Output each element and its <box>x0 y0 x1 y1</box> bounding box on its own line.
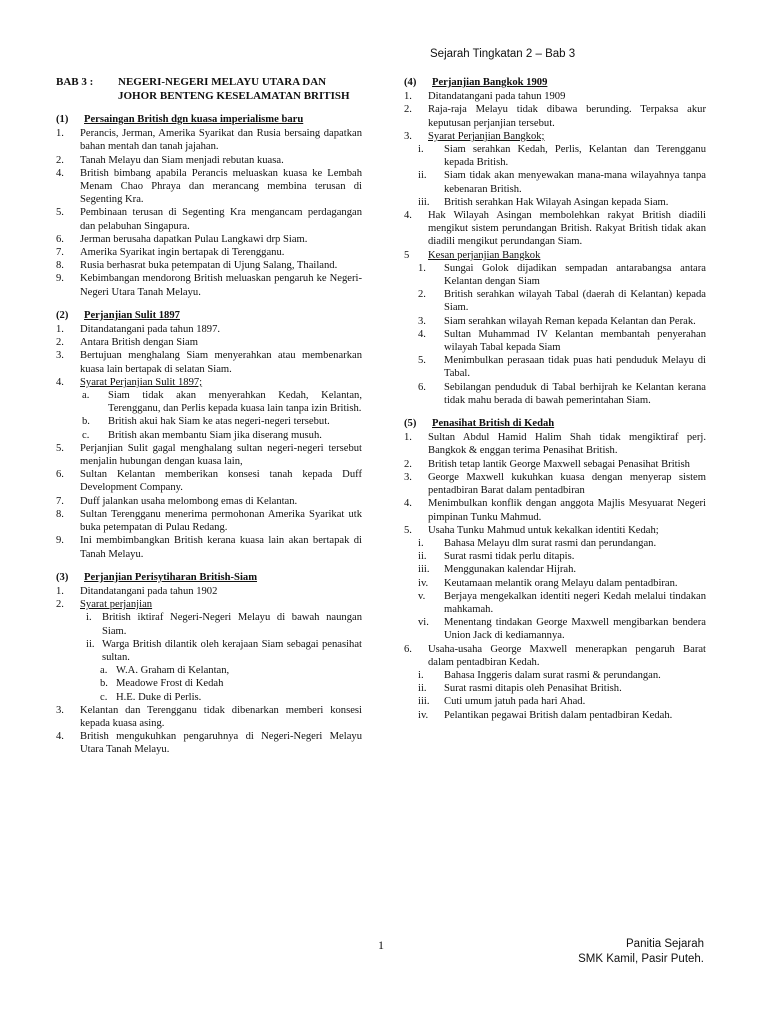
section-3 <box>56 571 362 757</box>
sub-item-text: Bahasa Inggeris dalam surat rasmi & perundangan. <box>444 669 661 681</box>
list-item-text: British tetap lantik George Maxwell sebagai Penasihat British <box>428 458 690 470</box>
sub-item <box>404 381 706 407</box>
list-item-number: 6. <box>404 643 412 655</box>
list-item <box>404 130 706 143</box>
list-item-underlined-text: Kesan perjanjian Bangkok <box>428 249 541 261</box>
section-heading <box>404 76 706 89</box>
sub-item <box>404 563 706 576</box>
sub-item-number: i. <box>418 537 424 549</box>
footer-panel <box>578 937 704 967</box>
list-item-number: 3. <box>404 130 412 142</box>
list-item-text: Kelantan dan Terengganu tidak dibenarkan memberi konsesi kepada kuasa asing. <box>80 704 362 729</box>
list-item <box>404 103 706 129</box>
sub-item-text: Sultan Muhammad IV Kelantan membantah penyerahan wilayah Tabal kepada Siam <box>444 328 706 354</box>
list-item-text: Sultan Kelantan memberikan konsesi tanah kepada Duff Development Company. <box>80 469 362 494</box>
list-item-number: 1. <box>404 432 412 444</box>
sub-item <box>404 695 706 708</box>
sub-item-number: iii. <box>418 196 430 208</box>
sub-item <box>56 389 362 415</box>
section-1 <box>56 113 362 299</box>
sub-item <box>56 664 362 677</box>
sub-item-text: British iktiraf Negeri-Negeri Melayu di bawah naungan Siam. <box>102 612 362 637</box>
list-item <box>56 272 362 298</box>
section-2 <box>56 309 362 561</box>
list-item-text: Perjanjian Sulit gagal menghalang sultan negeri-negeri tersebut menjalin hubungan dengan kuasa lain, <box>80 442 362 468</box>
sub-item <box>404 288 706 314</box>
sub-item <box>404 669 706 682</box>
sub-item-number: 5. <box>418 355 426 367</box>
list-item-number: 8. <box>56 508 64 520</box>
list-item-text <box>428 249 706 262</box>
chapter-title <box>56 76 362 103</box>
sub-item-text: Menimbulkan perasaan tidak puas hati penduduk Melayu di Tabal. <box>444 355 706 380</box>
sub-item-text: Warga British dilantik oleh kerajaan Siam sebagai penasihat sultan. <box>102 638 362 663</box>
list-item-text: Ditandatangani pada tahun 1897. <box>80 324 221 336</box>
list-item-text: Perancis, Jerman, Amerika Syarikat dan Rusia bersaing dapatkan bahan mentah dan tanah jajahan. <box>80 128 362 153</box>
sub-item <box>404 143 706 169</box>
section-number: (3) <box>56 571 69 583</box>
sub-item-number: ii. <box>418 551 427 563</box>
list-item-text: Antara British dengan Siam <box>80 337 198 349</box>
chapter-label: BAB 3 : <box>56 76 94 88</box>
list-item-underlined-text: Syarat perjanjian <box>80 599 153 611</box>
list-item <box>56 598 362 611</box>
sub-item <box>56 638 362 664</box>
list-item-number: 5. <box>56 207 64 219</box>
running-header: Sejarah Tingkatan 2 – Bab 3 <box>430 48 576 60</box>
list-item <box>56 246 362 259</box>
list-item-text: Hak Wilayah Asingan membolehkan rakyat British diadili mengikut sistem perundangan British. Rakyat British tidak akan diadili mengikut perundangan Siam. <box>428 210 706 248</box>
sub-item-number: ii. <box>418 683 427 695</box>
list-item-underlined-text: Syarat Perjanjian Sulit 1897; <box>80 376 203 388</box>
footer-line-1: Panitia Sejarah <box>626 938 704 950</box>
list-item-text: Usaha Tunku Mahmud untuk kekalkan identiti Kedah; <box>428 524 659 536</box>
list-item-number: 7. <box>56 495 64 507</box>
list-item <box>404 471 706 497</box>
list-item-number: 8. <box>56 260 64 272</box>
list-item <box>56 376 362 389</box>
sub-item-number: a. <box>82 390 90 402</box>
list-item-text: George Maxwell kukuhkan kuasa dengan menyerap sistem pentadbiran Barat dalam pentadbiran <box>428 471 706 497</box>
sub-item-text: Menggunakan kalendar Hijrah. <box>444 564 577 576</box>
sub-item-text: British serahkan wilayah Tabal (daerah di Kelantan) kepada Siam. <box>444 289 706 314</box>
sub-item-text: Menentang tindakan George Maxwell mengibarkan bendera Union Jack di kediamannya. <box>444 617 706 642</box>
list-item-number: 4. <box>56 731 64 743</box>
section-1 <box>404 76 706 407</box>
sub-item-text: British akui hak Siam ke atas negeri-negeri tersebut. <box>108 416 330 428</box>
right-column <box>404 76 706 732</box>
sub-item-number: i. <box>86 612 92 624</box>
right-sections <box>404 76 706 722</box>
list-item-text: Ini membimbangkan British kerana kuasa lain akan bertapak di Tanah Melayu. <box>80 535 362 560</box>
list-item-number: 3. <box>404 471 412 483</box>
sub-item-text: Berjaya mengekalkan identiti negeri Kedah melalui tindakan mahkamah. <box>444 590 706 615</box>
list-item-number: 7. <box>56 247 64 259</box>
sub-item-text: Surat rasmi tidak perlu ditapis. <box>444 551 575 563</box>
sub-item-text: W.A. Graham di Kelantan, <box>116 665 230 677</box>
list-item-number: 5. <box>56 442 64 454</box>
sub-item <box>56 611 362 637</box>
list-item-number: 3. <box>56 350 64 362</box>
section-number: (5) <box>404 418 417 430</box>
sub-item-number: 1. <box>418 262 426 274</box>
list-item-number: 1. <box>404 91 412 103</box>
list-item <box>56 442 362 468</box>
list-item-number: 2. <box>56 599 64 611</box>
list-item <box>56 730 362 756</box>
list-item-text: Ditandatangani pada tahun 1902 <box>80 585 218 597</box>
sub-item-number: iii. <box>418 696 430 708</box>
section-heading <box>56 309 362 322</box>
list-item <box>404 524 706 537</box>
list-item <box>56 349 362 375</box>
chapter-heading: NEGERI-NEGERI MELAYU UTARA DAN JOHOR BENTENG KESELAMATAN BRITISH <box>118 76 350 102</box>
sub-item-number: iv. <box>418 577 429 589</box>
sub-item-text: Pelantikan pegawai British dalam pentadbiran Kedah. <box>444 709 673 721</box>
list-item-underlined-text: Syarat Perjanjian Bangkok; <box>428 130 545 142</box>
footer-line-2: SMK Kamil, Pasir Puteh. <box>578 953 704 965</box>
list-item-text: Raja-raja Melayu tidak dibawa berunding. Terpaksa akur keputusan perjanjian tersebut. <box>428 104 706 129</box>
list-item <box>56 259 362 272</box>
section-heading <box>56 571 362 584</box>
list-item-number: 4. <box>56 376 64 388</box>
page-number: 1 <box>378 938 384 952</box>
sub-item-number: 2. <box>418 289 426 301</box>
list-item-text: Usaha-usaha George Maxwell menerapkan pengaruh Barat dalam pentadbiran Kedah. <box>428 643 706 668</box>
list-item-text: Rusia berhasrat buka petempatan di Ujung Salang, Thailand. <box>80 260 338 272</box>
list-item-number: 5. <box>404 524 412 536</box>
sub-item-number: i. <box>418 144 424 156</box>
list-item-number: 3. <box>56 704 64 716</box>
list-item-number: 2. <box>404 458 412 470</box>
sub-item <box>404 328 706 354</box>
section-2 <box>404 417 706 722</box>
left-sections <box>56 113 362 757</box>
list-item <box>56 323 362 336</box>
sub-item-number: iv. <box>418 709 429 721</box>
sub-item-number: iii. <box>418 564 430 576</box>
list-item <box>404 458 706 471</box>
section-heading <box>404 417 706 430</box>
sub-item <box>404 590 706 616</box>
sub-item-number: ii. <box>418 170 427 182</box>
sub-item-text: Meadowe Frost di Kedah <box>116 678 224 690</box>
list-item-text: Pembinaan terusan di Segenting Kra mengancam perdagangan dan pelabuhan Singapura. <box>80 207 362 232</box>
sub-item-text: Siam tidak akan menyerahkan Kedah, Kelantan, Terengganu, dan Perlis kepada kuasa lain tanpa izin British. <box>108 390 362 415</box>
list-item-number: 4. <box>404 210 412 222</box>
list-item <box>56 206 362 232</box>
list-item <box>404 209 706 249</box>
sub-item-number: 6. <box>418 381 426 393</box>
sub-item-text: Bahasa Melayu dlm surat rasmi dan perundangan. <box>444 537 657 549</box>
list-item-text: Ditandatangani pada tahun 1909 <box>428 91 566 103</box>
sub-item-text: Siam serahkan Kedah, Perlis, Kelantan dan Terengganu kepada British. <box>444 144 706 169</box>
sub-item-number: v. <box>418 590 426 602</box>
list-item <box>56 167 362 207</box>
sub-item <box>404 196 706 209</box>
list-item-number: 1. <box>56 128 64 140</box>
sub-item-number: 4. <box>418 328 426 340</box>
list-item-text: Amerika Syarikat ingin bertapak di Terengganu. <box>80 247 285 259</box>
list-item-text: Menimbulkan konflik dengan anggota Majlis Mesyuarat Negeri pimpinan Tunku Mahmud. <box>428 498 706 523</box>
list-item-number: 2. <box>56 337 64 349</box>
sub-item <box>404 262 706 288</box>
sub-item-number: i. <box>418 669 424 681</box>
sub-item-number: c. <box>100 691 108 703</box>
sub-item-text: Siam serahkan wilayah Reman kepada Kelantan dan Perak. <box>444 315 696 327</box>
sub-item-text: Surat rasmi ditapis oleh Penasihat British. <box>444 683 622 695</box>
list-item-text <box>80 376 362 389</box>
section-title: Perjanjian Bangkok 1909 <box>432 77 548 88</box>
sub-item-number: b. <box>82 416 90 428</box>
list-item-text: Duff jalankan usaha melombong emas di Kelantan. <box>80 495 298 507</box>
sub-item <box>404 537 706 550</box>
list-item-number: 2. <box>56 154 64 166</box>
sub-item <box>404 577 706 590</box>
list-item-number: 4. <box>56 167 64 179</box>
list-item-number: 6. <box>56 233 64 245</box>
list-item-text: Bertujuan menghalang Siam menyerahkan atau membenarkan kuasa lain bertapak di selatan Siam. <box>80 350 362 375</box>
sub-item <box>404 354 706 380</box>
sub-item <box>56 677 362 690</box>
list-item <box>56 534 362 560</box>
list-item-text: Sultan Terengganu menerima permohonan Amerika Syarikat utk buka petempatan di Pulau Redang. <box>80 508 362 534</box>
list-item-text: Sultan Abdul Hamid Halim Shah tidak mengiktiraf perj. Bangkok & enggan terima Penasihat British. <box>428 432 706 457</box>
sub-item <box>56 691 362 704</box>
sub-item <box>404 682 706 695</box>
list-item <box>56 233 362 246</box>
sub-item-number: a. <box>100 665 108 677</box>
sub-item-text: Cuti umum jatuh pada hari Ahad. <box>444 696 586 708</box>
sub-item <box>56 429 362 442</box>
list-item <box>56 127 362 153</box>
sub-item <box>404 709 706 722</box>
list-item-text <box>428 130 706 143</box>
left-column <box>56 76 362 767</box>
list-item-number: 4. <box>404 498 412 510</box>
list-item-number: 2. <box>404 104 412 116</box>
list-item <box>404 90 706 103</box>
list-item-number: 1. <box>56 324 64 336</box>
list-item-text: British mengukuhkan pengaruhnya di Negeri-Negeri Melayu Utara Tanah Melayu. <box>80 731 362 756</box>
sub-item <box>404 616 706 642</box>
list-item-number: 9. <box>56 273 64 285</box>
list-item <box>56 508 362 534</box>
list-item-text: Kebimbangan mendorong British meluaskan pengaruh ke Negeri-Negeri Utara Tanah Melayu. <box>80 273 362 298</box>
sub-item-text: British serahkan Hak Wilayah Asingan kepada Siam. <box>444 196 669 208</box>
list-item-text <box>80 598 362 611</box>
section-number: (2) <box>56 309 69 321</box>
sub-item-text: Keutamaan melantik orang Melayu dalam pentadbiran. <box>444 577 678 589</box>
sub-item-text: H.E. Duke di Perlis. <box>116 691 202 703</box>
sub-item <box>404 550 706 563</box>
section-number: (4) <box>404 77 417 88</box>
sub-item <box>404 169 706 195</box>
list-item-text: Jerman berusaha dapatkan Pulau Langkawi drp Siam. <box>80 233 308 245</box>
sub-item-text: British akan membantu Siam jika diserang musuh. <box>108 429 322 441</box>
list-item <box>404 249 706 262</box>
list-item-text: British bimbang apabila Perancis meluaskan kuasa ke Lembah Menam Chao Phraya dan merancang membina terusan di Segenting Kra. <box>80 167 362 206</box>
sub-item-text: Sebilangan penduduk di Tabal berhijrah ke Kelantan kerana tidak mahu berada di bawah pemerintahan Siam. <box>444 381 706 406</box>
sub-item-number: b. <box>100 678 108 690</box>
section-title: Perjanjian Sulit 1897 <box>84 309 180 321</box>
list-item <box>56 468 362 494</box>
sub-item-number: 3. <box>418 315 426 327</box>
section-title: Persaingan British dgn kuasa imperialisme baru <box>84 114 304 125</box>
list-item <box>56 154 362 167</box>
list-item <box>404 643 706 669</box>
section-title: Penasihat British di Kedah <box>432 418 555 430</box>
list-item-number: 5 <box>404 249 410 261</box>
sub-item <box>404 315 706 328</box>
list-item-text: Tanah Melayu dan Siam menjadi rebutan kuasa. <box>80 154 284 166</box>
section-title: Perjanjian Perisytiharan British-Siam <box>84 571 258 583</box>
list-item <box>404 497 706 523</box>
list-item <box>404 431 706 457</box>
sub-item-text: Sungai Golok dijadikan sempadan antarabangsa antara Kelantan dengan Siam <box>444 262 706 288</box>
list-item-number: 9. <box>56 535 64 547</box>
sub-item-text: Siam tidak akan menyewakan mana-mana wilayahnya tanpa kebenaran British. <box>444 170 706 195</box>
sub-item-number: vi. <box>418 617 429 629</box>
list-item <box>56 585 362 598</box>
list-item <box>56 704 362 730</box>
list-item-number: 6. <box>56 469 64 481</box>
sub-item <box>56 415 362 428</box>
list-item <box>56 495 362 508</box>
section-heading <box>56 113 362 126</box>
sub-item-number: c. <box>82 429 90 441</box>
list-item <box>56 336 362 349</box>
section-number: (1) <box>56 114 69 125</box>
sub-item-number: ii. <box>86 638 95 650</box>
list-item-number: 1. <box>56 585 64 597</box>
